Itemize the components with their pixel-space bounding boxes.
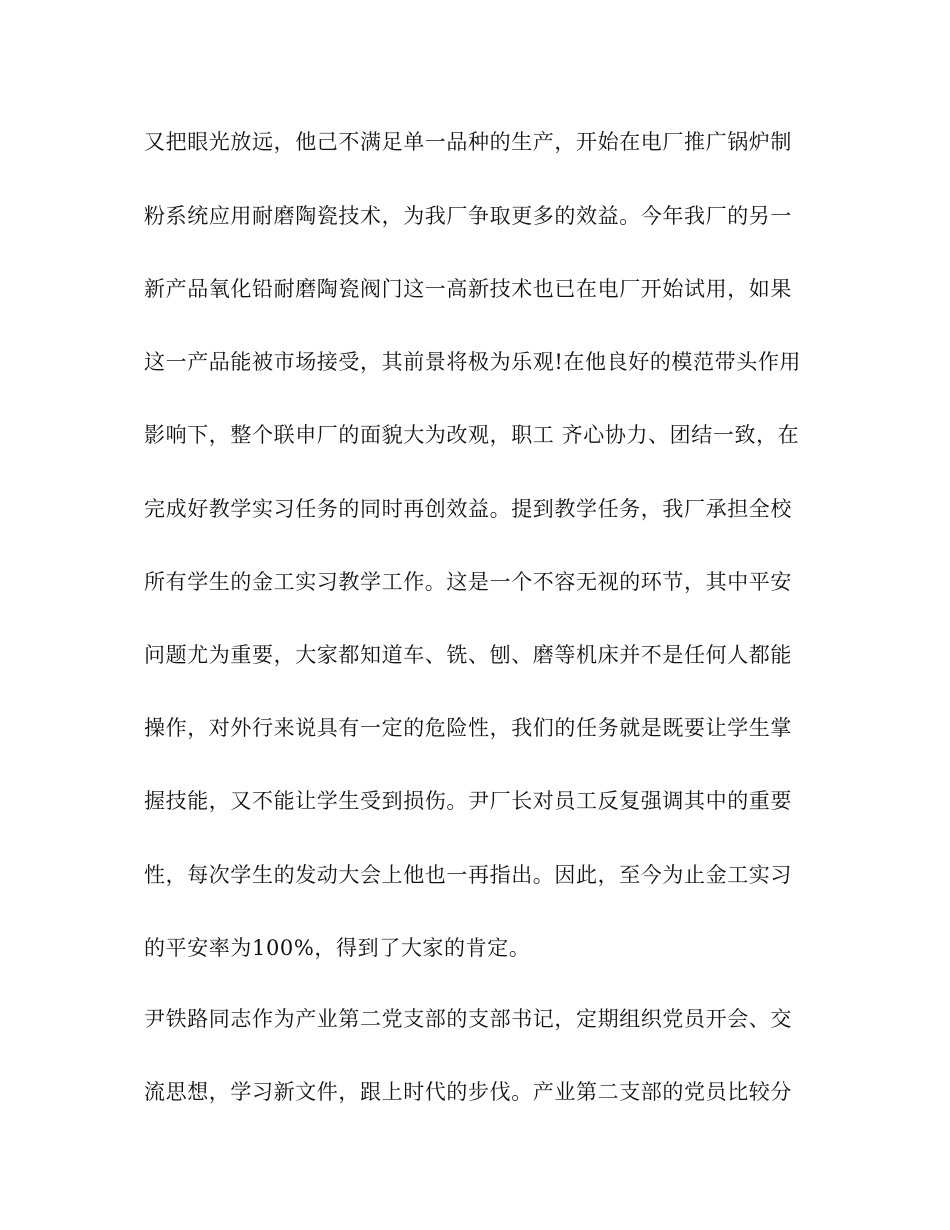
paragraph-line: 影响下，整个联申厂的面貌大为改观，职工 齐心协力、团结一致，在 — [144, 423, 800, 447]
paragraph-line: 性，每次学生的发动大会上他也一再指出。因此，至今为止金工实习 — [144, 863, 792, 887]
paragraph-line: 又把眼光放远，他己不满足单一品种的生产，开始在电厂推广锅炉制 — [144, 130, 792, 154]
paragraph-line: 尹铁路同志作为产业第二党支部的支部书记，定期组织党员开会、交 — [144, 1007, 792, 1031]
paragraph-line: 操作，对外行来说具有一定的危险性，我们的任务就是既要让学生掌 — [144, 716, 792, 740]
paragraph-line: 的平安率为100%，得到了大家的肯定。 — [144, 936, 531, 960]
paragraph-line: 所有学生的金工实习教学工作。这是一个不容无视的环节，其中平安 — [144, 570, 792, 594]
paragraph-line: 完成好教学实习任务的同时再创效益。提到教学任务，我厂承担全校 — [144, 497, 792, 521]
paragraph-line: 握技能，又不能让学生受到损伤。尹厂长对员工反复强调其中的重要 — [144, 789, 792, 813]
paragraph-line: 问题尤为重要，大家都知道车、铣、刨、磨等机床并不是任何人都能 — [144, 643, 792, 667]
paragraph-line: 这一产品能被市场接受，其前景将极为乐观!在他良好的模范带头作用 — [144, 350, 802, 374]
paragraph-line: 新产品氧化铅耐磨陶瓷阀门这一高新技术也已在电厂开始试用，如果 — [144, 277, 792, 301]
paragraph-line: 流思想，学习新文件，跟上时代的步伐。产业第二支部的党员比较分 — [144, 1080, 792, 1104]
paragraph-line: 粉系统应用耐磨陶瓷技术，为我厂争取更多的效益。今年我厂的另一 — [144, 204, 792, 228]
